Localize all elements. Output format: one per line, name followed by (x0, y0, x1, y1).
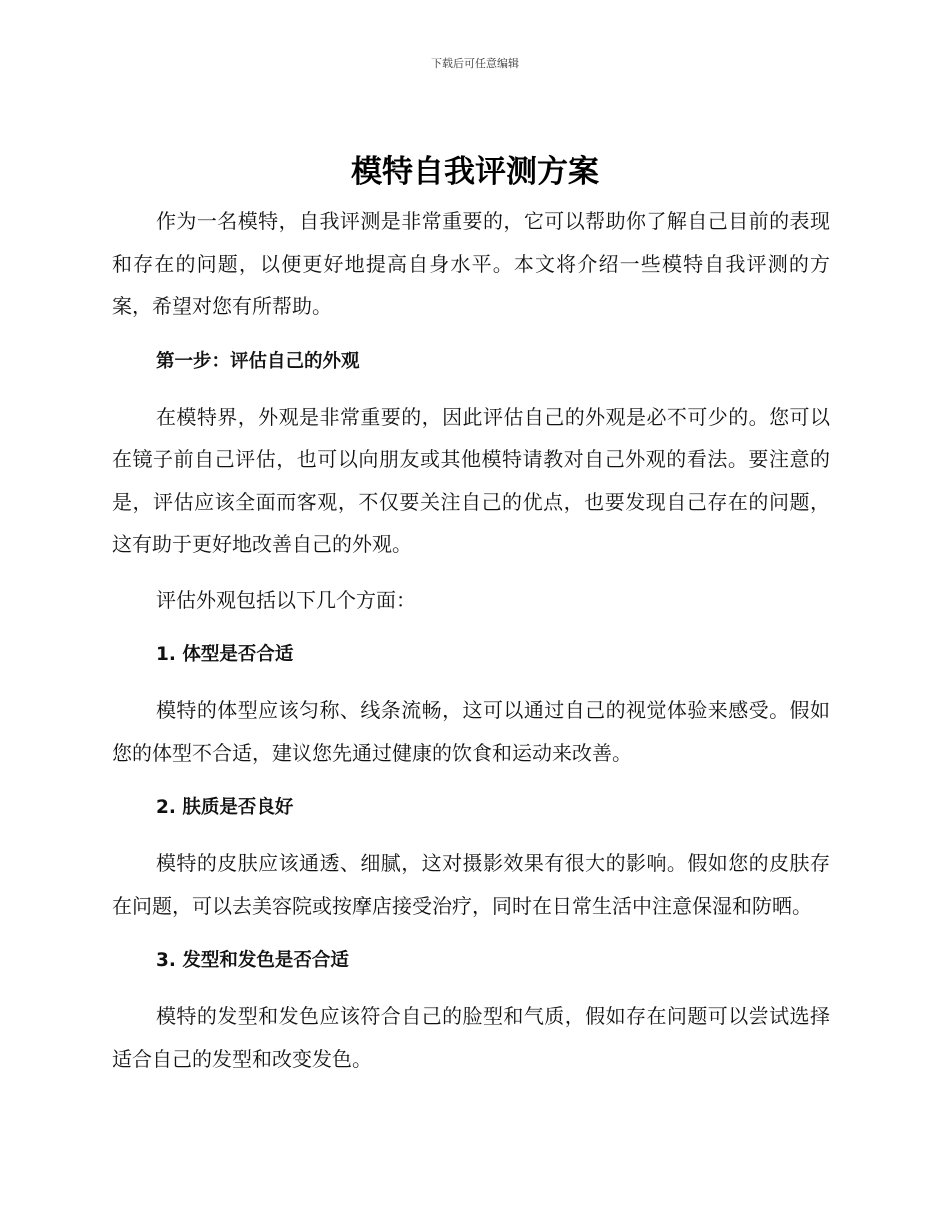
item-body-body-shape: 模特的体型应该匀称、线条流畅，这可以通过自己的视觉体验来感受。假如您的体型不合适，建议您先通过健康的饮食和运动来改善。 (112, 698, 830, 765)
item-body-hair: 模特的发型和发色应该符合自己的脸型和气质，假如存在问题可以尝试选择适合自己的发型和改变发色。 (112, 1004, 830, 1071)
document-body (112, 200, 830, 1093)
aspects-intro: 评估外观包括以下几个方面： (156, 587, 416, 612)
intro-paragraph: 作为一名模特，自我评测是非常重要的，它可以帮助你了解自己目前的表现和存在的问题，以便更好地提高自身水平。本文将介绍一些模特自我评测的方案，希望对您有所帮助。 (112, 209, 830, 318)
item-heading-body-shape: 1. 体型是否合适 (156, 644, 294, 665)
item-heading-skin: 2. 肤质是否良好 (156, 797, 294, 818)
header-note: 下载后可任意编辑 (431, 57, 519, 70)
document-title: 模特自我评测方案 (351, 154, 599, 190)
item-body-skin: 模特的皮肤应该通透、细腻，这对摄影效果有很大的影响。假如您的皮肤存在问题，可以去美容院或按摩店接受治疗，同时在日常生活中注意保湿和防晒。 (112, 851, 830, 918)
step1-heading: 第一步：评估自己的外观 (156, 350, 360, 372)
item-heading-hair: 3. 发型和发色是否合适 (156, 950, 349, 971)
step1-paragraph: 在模特界，外观是非常重要的，因此评估自己的外观是必不可少的。您可以在镜子前自己评估，也可以向朋友或其他模特请教对自己外观的看法。要注意的是，评估应该全面而客观，不仅要关注自己的优点，也要发现自己存在的问题，这有助于更好地改善自己的外观。 (112, 404, 830, 556)
